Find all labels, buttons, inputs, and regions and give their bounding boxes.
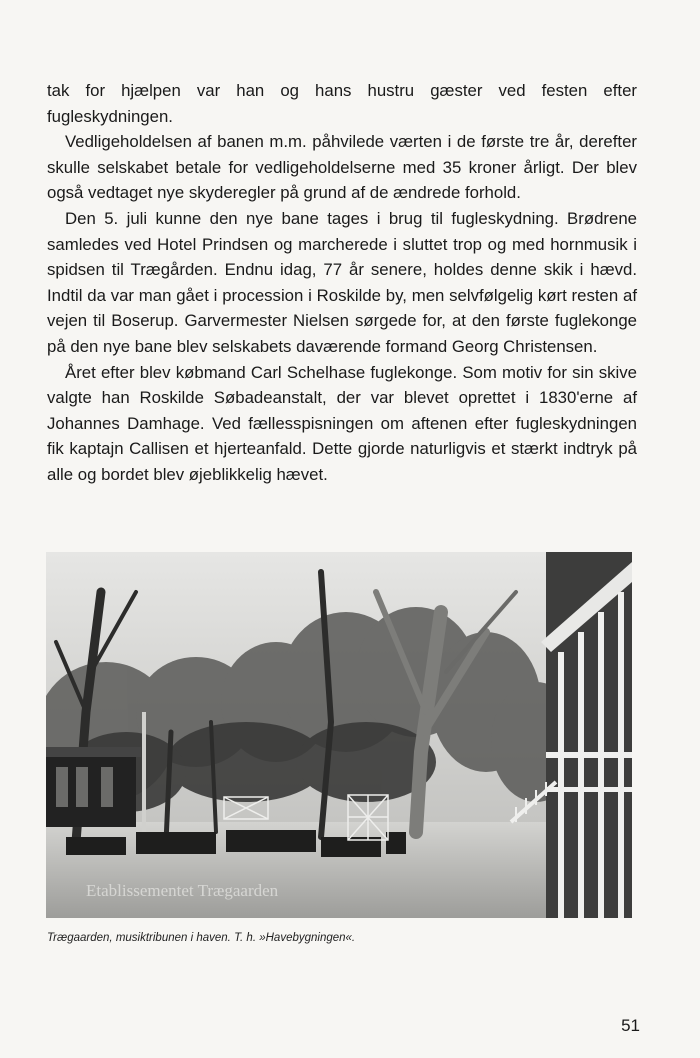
ground	[46, 822, 632, 918]
historic-photo	[46, 552, 632, 918]
paragraph-4: Året efter blev købmand Carl Schelhase fuglekonge. Som motiv for sin skive valgte han Roskilde Søbadeanstalt, der var blevet oprettet i 1830'erne af Johannes Damhage. Ved fællesspisningen om aftenen efter fugleskydningen fik kaptajn Callisen et hjerteanfald. Dette gjorde naturligvis et stærkt indtryk på alle og bordet blev øjeblikkelig hævet.	[47, 362, 637, 484]
photo-illustration	[46, 552, 632, 918]
photo-inscription: Etablissementet Trægaarden	[86, 881, 279, 900]
paragraph-3: Den 5. juli kunne den nye bane tages i brug til fugleskydning. Brødrene samledes ved Hotel Prindsen og marcherede i sluttet trop og med hornmusik i spidsen til Trægården. Endnu idag, 77 år senere, holdes denne skik i hævd. Indtil da var man gået i procession i Roskilde by, men selvfølgelig kørt resten af vejen til Boserup. Garvermester Nielsen sørgede for, at den første fuglekonge på den nye bane blev selskabets daværende formand Georg Christensen.	[47, 208, 637, 356]
body-text	[47, 78, 637, 488]
page-number: 51	[621, 1016, 640, 1035]
paragraph-2: Vedligeholdelsen af banen m.m. påhvilede værten i de første tre år, derefter skulle selskabet betale for vedligeholdelserne med 35 kroner årligt. Der blev også vedtaget nye skyderegler på grund af de ændrede forhold.	[47, 132, 637, 203]
paragraph-1: tak for hjælpen var han og hans hustru gæster ved festen efter fugleskydningen.	[47, 81, 637, 126]
photo-caption: Trægaarden, musiktribunen i haven. T. h. »Havebygningen«.	[47, 932, 356, 944]
